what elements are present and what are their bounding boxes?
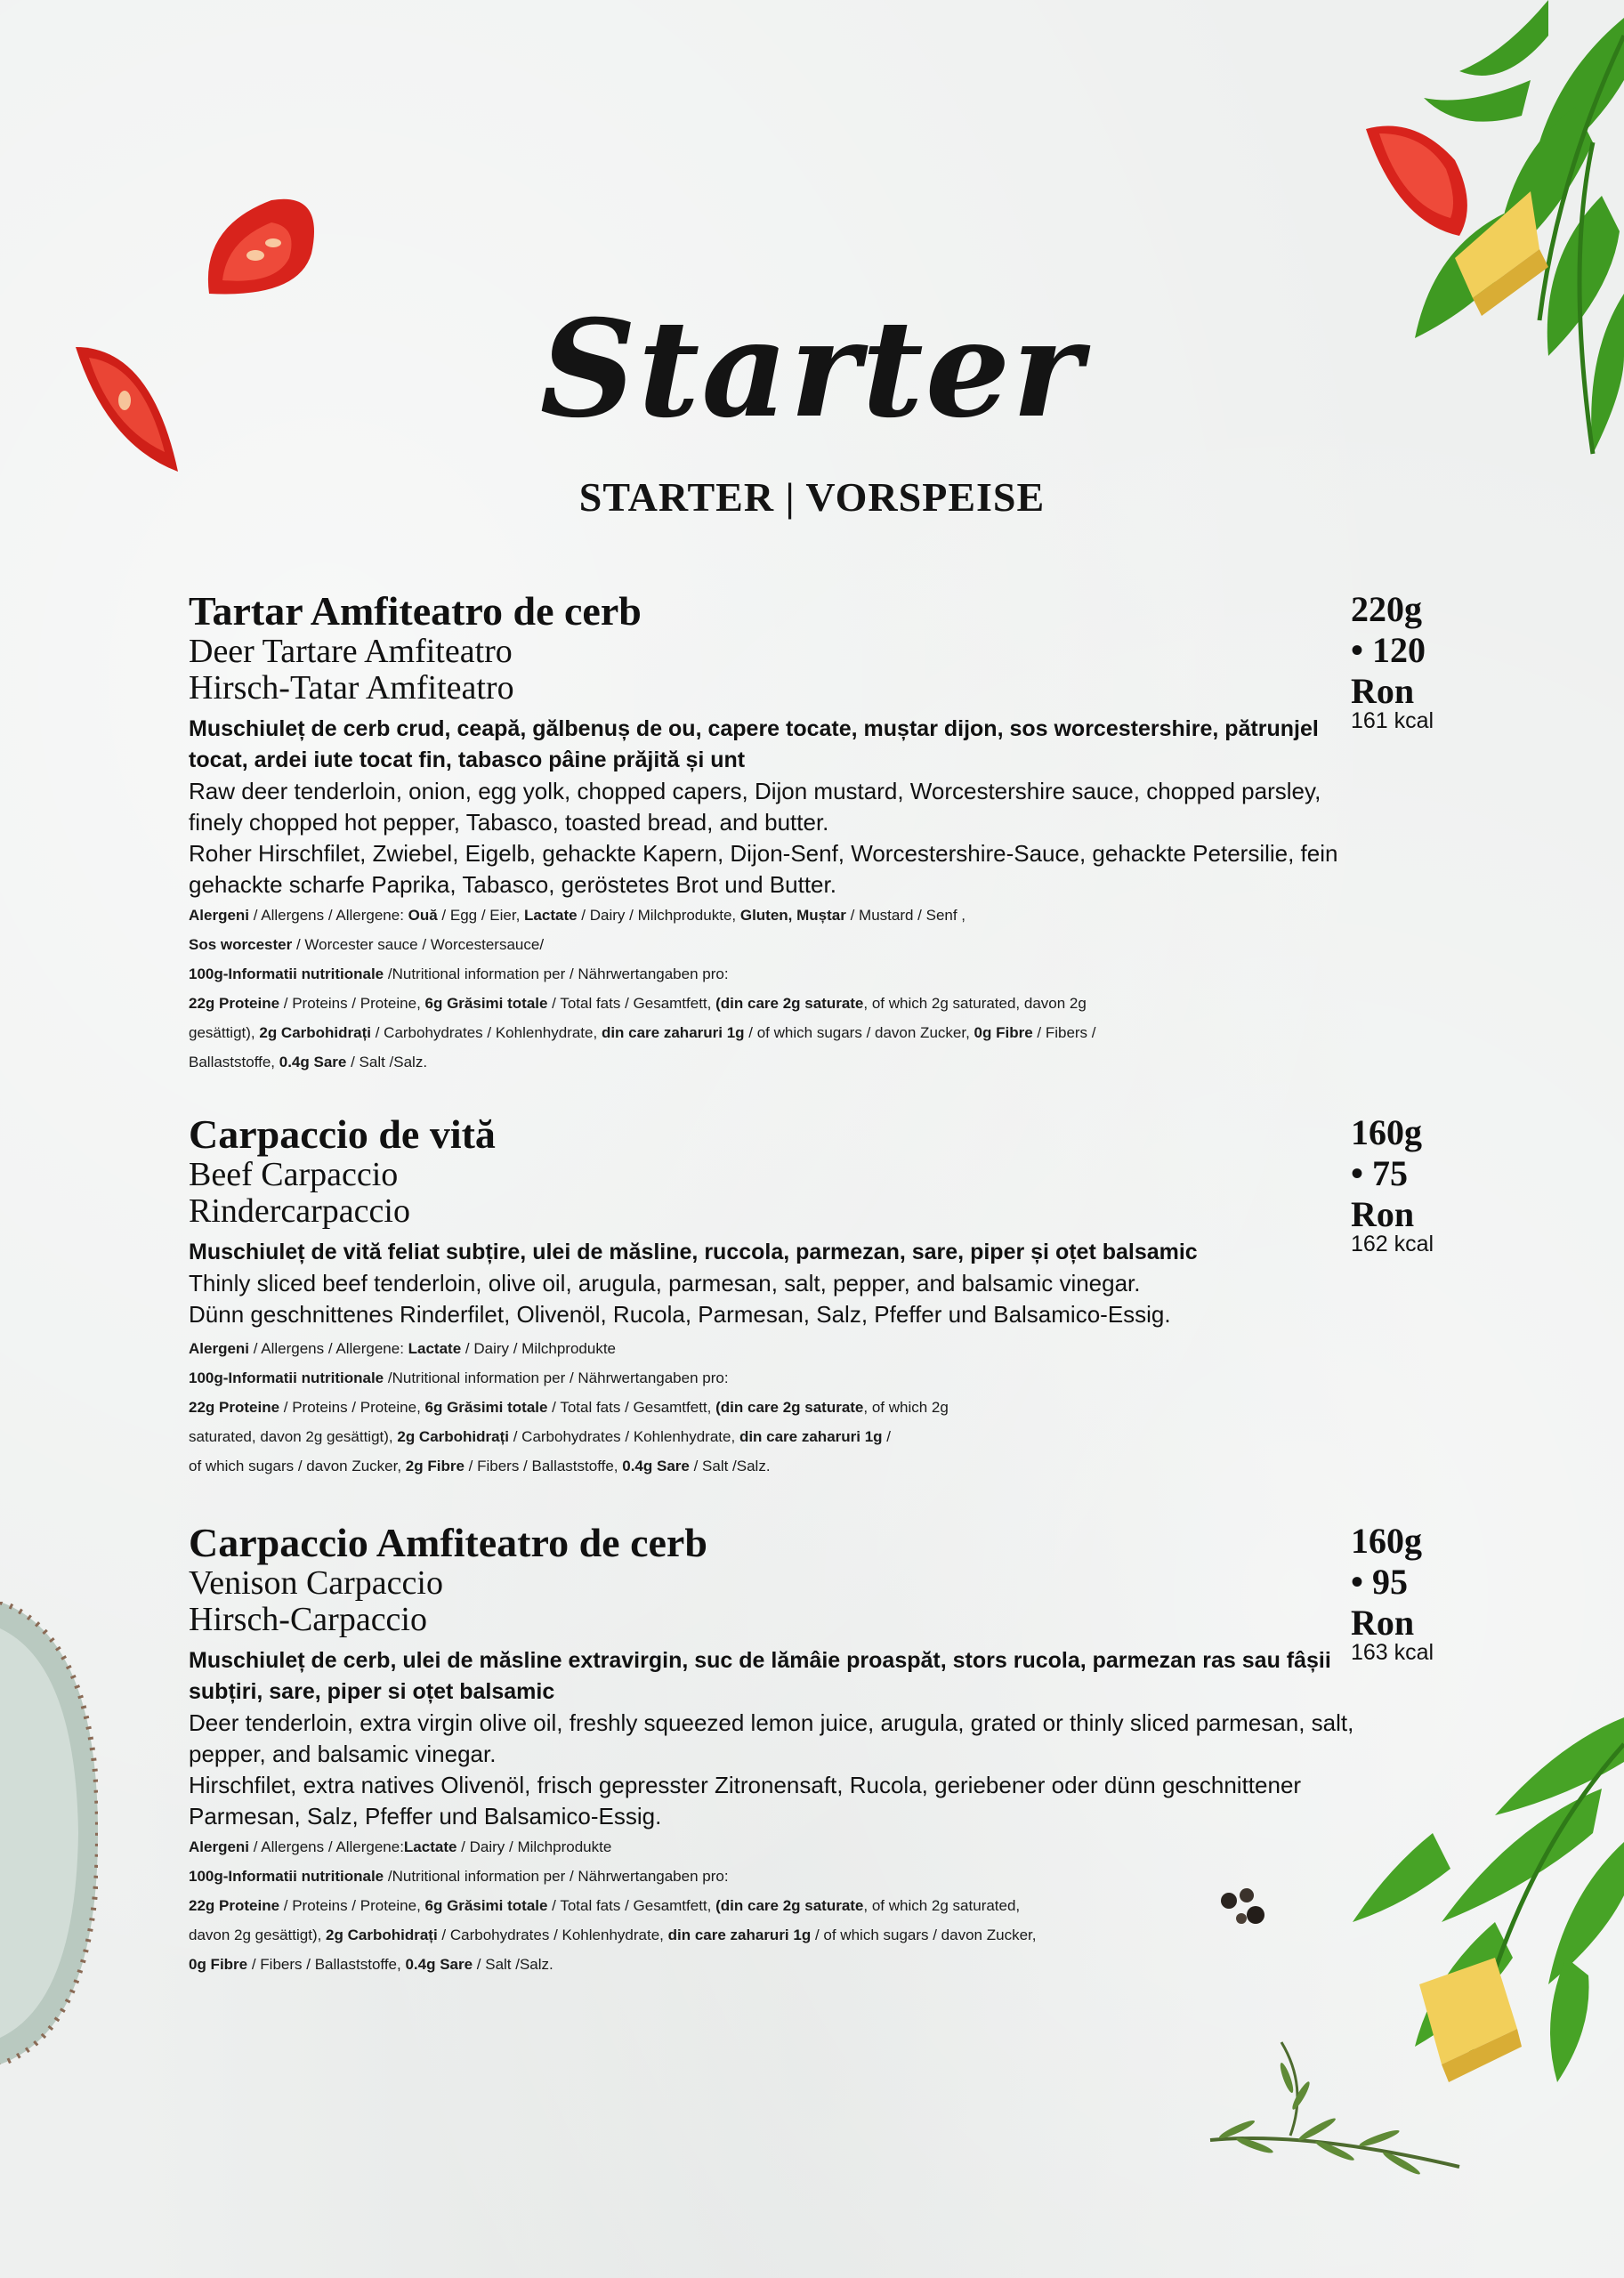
item-description-en: Deer tenderloin, extra virgin olive oil, freshly squeezed lemon juice, arugula, grated or thinly sliced parmesan, salt, pepper, and balsamic vinegar. [189,1709,1354,1767]
item-description-ro: Muschiuleț de cerb crud, ceapă, gălbenuș de ou, capere tocate, muștar dijon, sos worcestershire, pătrunjel tocat, ardei iute tocat fin, tabasco pâine prăjită și unt [189,716,1319,772]
item-description-en: Thinly sliced beef tenderloin, olive oil, arugula, parmesan, salt, pepper, and balsamic vinegar. [189,1270,1141,1297]
nutrition-line: 0g Fibre / Fibers / Ballaststoffe, 0.4g Sare / Salt /Salz. [189,1956,553,1973]
menu-item [189,1112,1434,1481]
item-name-en: Venison Carpaccio [189,1564,443,1602]
price-block [1351,1521,1434,1665]
allergens-line: Sos worcester / Worcester sauce / Worcestersauce/ [189,936,545,953]
rosemary-sprig-image [1201,2033,1468,2176]
item-description-de: Dünn geschnittenes Rinderfilet, Olivenöl, Rucola, Parmesan, Salz, Pfeffer und Balsamico-Essig. [189,1301,1171,1328]
item-kcal: 162 kcal [1351,1232,1434,1256]
nutrition-header: 100g-Informatii nutritionale /Nutritional information per / Nährwertangaben pro: [189,1868,729,1885]
page-subtitle: STARTER | VORSPEISE [578,474,1046,520]
item-description-ro: Muschiuleț de vită feliat subțire, ulei de măsline, ruccola, parmezan, sare, piper și oțet balsamic [189,1240,1198,1264]
item-price: 160g • 75 Ron [1351,1112,1422,1234]
item-description-ro: Muschiuleț de cerb, ulei de măsline extravirgin, suc de lămâie proaspăt, stors rucola, parmezan ras sau fâșii subțiri, sare, piper si oțet balsamic [189,1648,1331,1704]
nutrition-line: 22g Proteine / Proteins / Proteine, 6g Grăsimi totale / Total fats / Gesamtfett, (din care 2g saturate, of which 2g saturated, davon 2g [189,995,1087,1012]
item-name-en: Beef Carpaccio [189,1156,399,1193]
item-name-de: Rindercarpaccio [189,1192,410,1230]
item-name-de: Hirsch-Carpaccio [189,1601,427,1638]
item-name-ro: Carpaccio de vită [189,1111,496,1157]
menu-item [189,589,1434,1077]
item-name-en: Deer Tartare Amfiteatro [189,633,513,670]
item-kcal: 161 kcal [1351,708,1434,733]
menu-item [189,1521,1434,1979]
page-title: Starter [539,291,1085,448]
nutrition-line: 22g Proteine / Proteins / Proteine, 6g Grăsimi totale / Total fats / Gesamtfett, (din care 2g saturate, of which 2g [189,1399,949,1416]
nutrition-line: saturated, davon 2g gesättigt), 2g Carbohidrați / Carbohydrates / Kohlenhydrate, din care zaharuri 1g / [189,1428,892,1445]
allergens-line: Alergeni / Allergens / Allergene: Lactate / Dairy / Milchprodukte [189,1340,617,1357]
plate-image [0,1602,98,2064]
item-description-de: Roher Hirschfilet, Zwiebel, Eigelb, gehackte Kapern, Dijon-Senf, Worcestershire-Sauce, gehackte Petersilie, fein gehackte scharfe Paprika, Tabasco, geröstetes Brot und Butter. [189,840,1338,898]
price-block [1351,589,1434,733]
nutrition-line: gesättigt), 2g Carbohidrați / Carbohydrates / Kohlenhydrate, din care zaharuri 1g / of which sugars / davon Zucker, 0g Fibre / Fibers / [189,1024,1096,1041]
allergens-line: Alergeni / Allergens / Allergene:Lactate / Dairy / Milchprodukte [189,1838,612,1855]
nutrition-line: of which sugars / davon Zucker, 2g Fibre / Fibers / Ballaststoffe, 0.4g Sare / Salt /Salz. [189,1458,771,1474]
item-name-de: Hirsch-Tatar Amfiteatro [189,669,514,707]
item-kcal: 163 kcal [1351,1640,1434,1665]
price-block [1351,1112,1434,1256]
item-description-de: Hirschfilet, extra natives Olivenöl, frisch gepresster Zitronensaft, Rucola, geriebener oder dünn geschnittener Parmesan, Salz, Pfeffer und Balsamico-Essig. [189,1772,1302,1830]
item-name-ro: Tartar Amfiteatro de cerb [189,588,642,634]
allergens-line: Alergeni / Allergens / Allergene: Ouă / Egg / Eier, Lactate / Dairy / Milchprodukte, Gluten, Muștar / Mustard / Senf , [189,907,966,924]
nutrition-line: Ballaststoffe, 0.4g Sare / Salt /Salz. [189,1054,428,1070]
nutrition-line: 22g Proteine / Proteins / Proteine, 6g Grăsimi totale / Total fats / Gesamtfett, (din care 2g saturate, of which 2g saturated, [189,1897,1021,1914]
item-price: 220g • 120 Ron [1351,589,1426,711]
nutrition-header: 100g-Informatii nutritionale /Nutritional information per / Nährwertangaben pro: [189,965,729,982]
item-description-en: Raw deer tenderloin, onion, egg yolk, chopped capers, Dijon mustard, Worcestershire sauce, chopped parsley, finely chopped hot pepper, Tabasco, toasted bread, and butter. [189,778,1321,836]
item-name-ro: Carpaccio Amfiteatro de cerb [189,1520,707,1565]
nutrition-line: davon 2g gesättigt), 2g Carbohidrați / Carbohydrates / Kohlenhydrate, din care zaharuri 1g / of which sugars / davon Zucker, [189,1927,1037,1943]
item-price: 160g • 95 Ron [1351,1521,1422,1643]
nutrition-header: 100g-Informatii nutritionale /Nutritional information per / Nährwertangaben pro: [189,1369,729,1386]
